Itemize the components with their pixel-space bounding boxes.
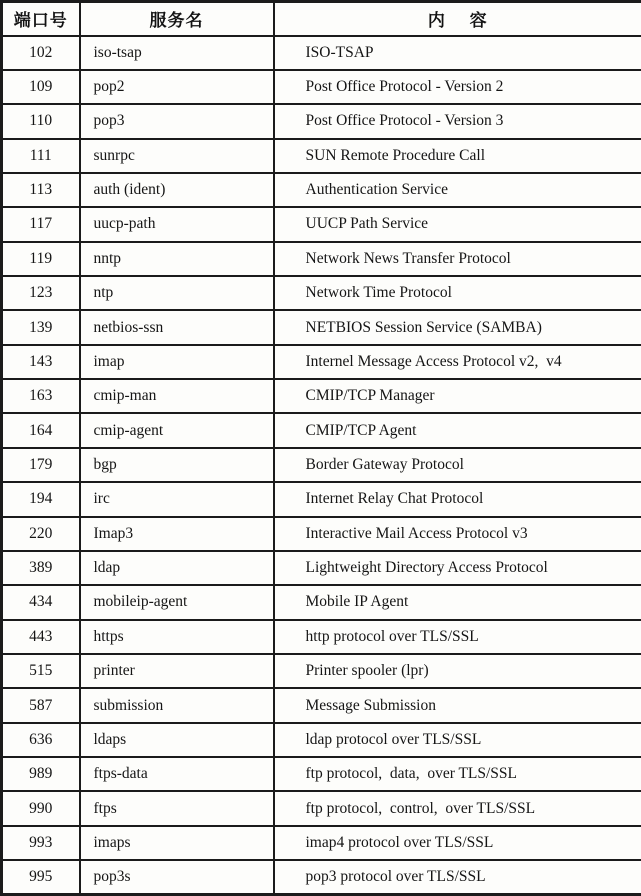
content-cell: NETBIOS Session Service (SAMBA)	[274, 310, 641, 344]
service-cell: imap	[80, 345, 274, 379]
service-cell: sunrpc	[80, 139, 274, 173]
table-row	[2, 757, 641, 791]
port-cell: 995	[2, 860, 80, 894]
port-cell: 123	[2, 276, 80, 310]
content-cell: Network News Transfer Protocol	[274, 242, 641, 276]
content-cell: Border Gateway Protocol	[274, 448, 641, 482]
port-cell: 389	[2, 551, 80, 585]
content-cell: ISO-TSAP	[274, 36, 641, 70]
port-table-body	[2, 36, 641, 895]
service-cell: uucp-path	[80, 207, 274, 241]
port-cell: 102	[2, 36, 80, 70]
table-row	[2, 379, 641, 413]
table-row	[2, 585, 641, 619]
port-cell: 139	[2, 310, 80, 344]
port-cell: 111	[2, 139, 80, 173]
table-row	[2, 620, 641, 654]
table-row	[2, 242, 641, 276]
port-cell: 989	[2, 757, 80, 791]
content-cell: http protocol over TLS/SSL	[274, 620, 641, 654]
table-row	[2, 310, 641, 344]
port-cell: 993	[2, 826, 80, 860]
port-cell: 109	[2, 70, 80, 104]
service-cell: printer	[80, 654, 274, 688]
table-row	[2, 276, 641, 310]
table-row	[2, 104, 641, 138]
service-cell: ldaps	[80, 723, 274, 757]
port-cell: 194	[2, 482, 80, 516]
port-cell: 443	[2, 620, 80, 654]
table-row	[2, 173, 641, 207]
port-cell: 163	[2, 379, 80, 413]
table-row	[2, 826, 641, 860]
service-cell: cmip-man	[80, 379, 274, 413]
content-cell: ftp protocol, control, over TLS/SSL	[274, 791, 641, 825]
service-cell: pop2	[80, 70, 274, 104]
content-cell: imap4 protocol over TLS/SSL	[274, 826, 641, 860]
content-cell: CMIP/TCP Manager	[274, 379, 641, 413]
service-cell: pop3	[80, 104, 274, 138]
content-cell: Printer spooler (lpr)	[274, 654, 641, 688]
service-cell: bgp	[80, 448, 274, 482]
port-cell: 587	[2, 688, 80, 722]
service-cell: ntp	[80, 276, 274, 310]
table-row	[2, 413, 641, 447]
table-row	[2, 723, 641, 757]
service-cell: ftps	[80, 791, 274, 825]
service-cell: Imap3	[80, 517, 274, 551]
content-cell: Internet Relay Chat Protocol	[274, 482, 641, 516]
port-cell: 636	[2, 723, 80, 757]
content-cell: Internel Message Access Protocol v2, v4	[274, 345, 641, 379]
content-cell: ftp protocol, data, over TLS/SSL	[274, 757, 641, 791]
content-cell: UUCP Path Service	[274, 207, 641, 241]
port-cell: 220	[2, 517, 80, 551]
service-cell: https	[80, 620, 274, 654]
content-cell: Authentication Service	[274, 173, 641, 207]
content-cell: Lightweight Directory Access Protocol	[274, 551, 641, 585]
service-cell: nntp	[80, 242, 274, 276]
content-cell: Post Office Protocol - Version 3	[274, 104, 641, 138]
content-cell: SUN Remote Procedure Call	[274, 139, 641, 173]
table-row	[2, 860, 641, 894]
port-cell: 110	[2, 104, 80, 138]
column-header-port: 端口号	[2, 2, 80, 36]
table-row	[2, 207, 641, 241]
table-row	[2, 551, 641, 585]
port-cell: 119	[2, 242, 80, 276]
table-row	[2, 654, 641, 688]
port-cell: 143	[2, 345, 80, 379]
service-cell: ftps-data	[80, 757, 274, 791]
service-cell: auth (ident)	[80, 173, 274, 207]
service-cell: submission	[80, 688, 274, 722]
service-cell: imaps	[80, 826, 274, 860]
content-cell: Message Submission	[274, 688, 641, 722]
port-cell: 117	[2, 207, 80, 241]
service-cell: ldap	[80, 551, 274, 585]
table-row	[2, 791, 641, 825]
table-row	[2, 345, 641, 379]
content-cell: Post Office Protocol - Version 2	[274, 70, 641, 104]
content-cell: Network Time Protocol	[274, 276, 641, 310]
table-row	[2, 517, 641, 551]
table-row	[2, 36, 641, 70]
port-cell: 515	[2, 654, 80, 688]
service-cell: netbios-ssn	[80, 310, 274, 344]
table-row	[2, 70, 641, 104]
service-cell: irc	[80, 482, 274, 516]
content-cell: Mobile IP Agent	[274, 585, 641, 619]
content-cell: CMIP/TCP Agent	[274, 413, 641, 447]
column-header-service: 服务名	[80, 2, 274, 36]
content-cell: pop3 protocol over TLS/SSL	[274, 860, 641, 894]
column-header-content: 内 容	[274, 2, 641, 36]
content-cell: Interactive Mail Access Protocol v3	[274, 517, 641, 551]
port-cell: 179	[2, 448, 80, 482]
port-cell: 990	[2, 791, 80, 825]
content-cell: ldap protocol over TLS/SSL	[274, 723, 641, 757]
port-cell: 164	[2, 413, 80, 447]
table-row	[2, 139, 641, 173]
table-row	[2, 448, 641, 482]
table-row	[2, 688, 641, 722]
table-header-row	[2, 2, 641, 36]
service-cell: cmip-agent	[80, 413, 274, 447]
port-cell: 434	[2, 585, 80, 619]
table-row	[2, 482, 641, 516]
service-cell: iso-tsap	[80, 36, 274, 70]
port-cell: 113	[2, 173, 80, 207]
service-cell: pop3s	[80, 860, 274, 894]
service-cell: mobileip-agent	[80, 585, 274, 619]
